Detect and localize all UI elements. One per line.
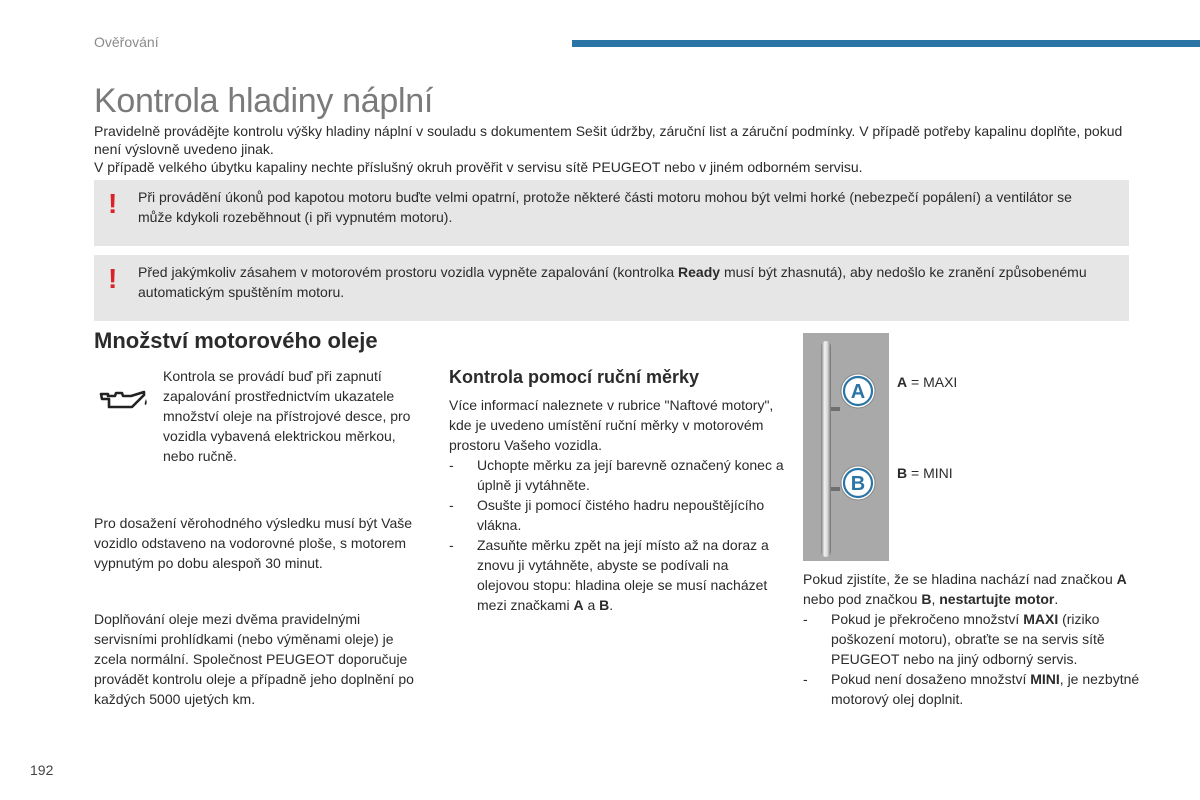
warning-box-heat: [94, 180, 1129, 246]
mark-a-label: A = MAXI: [897, 374, 958, 390]
mark-b-letter: B: [850, 473, 866, 495]
oil-topup-note: Doplňování oleje mezi dvěma pravidelnými servisními prohlídkami (nebo výměnami oleje) je zcela normální. Společnost PEUGEOT doporučuje provádět kontrolu oleje a případně jeho doplnění po každých 5000 ujetých km.: [94, 611, 414, 707]
dipstick-section: [449, 395, 784, 615]
list-item: - Pokud je překročeno množství MAXI (riziko poškození motoru), obraťte se na servis sítě PEUGEOT nebo na jiný odborný servis.: [803, 611, 1105, 667]
level-actions: [803, 609, 1143, 709]
mark-a-badge: [841, 374, 875, 408]
list-item: - Pokud není dosaženo množství MINI, je nezbytné motorový olej doplnit.: [803, 671, 1140, 707]
exclamation-icon: !: [108, 188, 118, 219]
warning-box-ignition: [94, 255, 1129, 321]
oil-check-conditions: Pro dosažení věrohodného výsledku musí být Vaše vozidlo odstaveno na vodorovné ploše, s motorem vypnutým po dobu alespoň 30 minut.: [94, 515, 413, 571]
warning-text-heat: Při provádění úkonů pod kapotou motoru buďte velmi opatrní, protože některé části motoru mohou být velmi horké (nebezpečí popálení) a ventilátor se může kdykoli rozeběhnout (i při vypnutém motoru).: [138, 189, 1072, 225]
dipstick-heading: Kontrola pomocí ruční měrky: [449, 367, 700, 387]
exclamation-icon: !: [108, 263, 118, 294]
level-section: [803, 569, 1143, 709]
mark-b-badge: [841, 466, 875, 500]
page-title: Kontrola hladiny náplní: [94, 82, 434, 120]
list-item: - Zasuňte měrku zpět na její místo až na doraz a znovu ji vytáhněte, abyste se podívali na olejovou stopu: hladina oleje se musí nacházet mezi značkami A a B.: [449, 537, 769, 613]
oil-check-description: Kontrola se provádí buď při zapnutí zapalování prostřednictvím ukazatele množství oleje na přístrojové desce, pro vozidla vybavená elektrickou měrkou, nebo ručně.: [163, 368, 411, 464]
level-intro: Pokud zjistíte, že se hladina nachází nad značkou A nebo pod značkou B, nestartujte motor.: [803, 571, 1127, 607]
warning-text-ignition: Před jakýmkoliv zásahem v motorovém prostoru vozidla vypněte zapalování (kontrolka Ready musí být zhasnutá), aby nedošlo ke zranění způsobenému automatickým spuštěním motoru.: [138, 264, 1087, 300]
intro-paragraph-1: Pravidelně provádějte kontrolu výšky hladiny náplní v souladu s dokumentem Sešit údržby, záruční list a záruční podmínky. V případě potřeby kapalinu doplňte, pokud není výslovně uvedeno jinak.: [94, 123, 1123, 157]
page-number: 192: [30, 762, 54, 778]
mark-b-label: B = MINI: [897, 465, 953, 481]
section-label: Ověřování: [94, 34, 159, 50]
dipstick-intro: Více informací naleznete v rubrice "Naftové motory", kde je uvedeno umístění ruční měrky v motorovém prostoru Vašeho vozidla.: [449, 397, 774, 453]
dipstick-steps: [449, 455, 784, 615]
mark-a-letter: A: [850, 381, 866, 403]
dipstick-illustration: [803, 333, 889, 561]
header-accent-bar: [572, 40, 1200, 47]
oil-can-icon: [98, 386, 150, 414]
list-item: - Uchopte měrku za její barevně označený konec a úplně ji vytáhněte.: [449, 457, 784, 493]
intro-paragraph-2: V případě velkého úbytku kapaliny nechte příslušný okruh prověřit v servisu sítě PEUGEOT nebo v jiném odborném servisu.: [94, 159, 863, 175]
list-item: - Osušte ji pomocí čistého hadru nepouštějícího vlákna.: [449, 497, 765, 533]
oil-quantity-heading: Množství motorového oleje: [94, 328, 378, 353]
